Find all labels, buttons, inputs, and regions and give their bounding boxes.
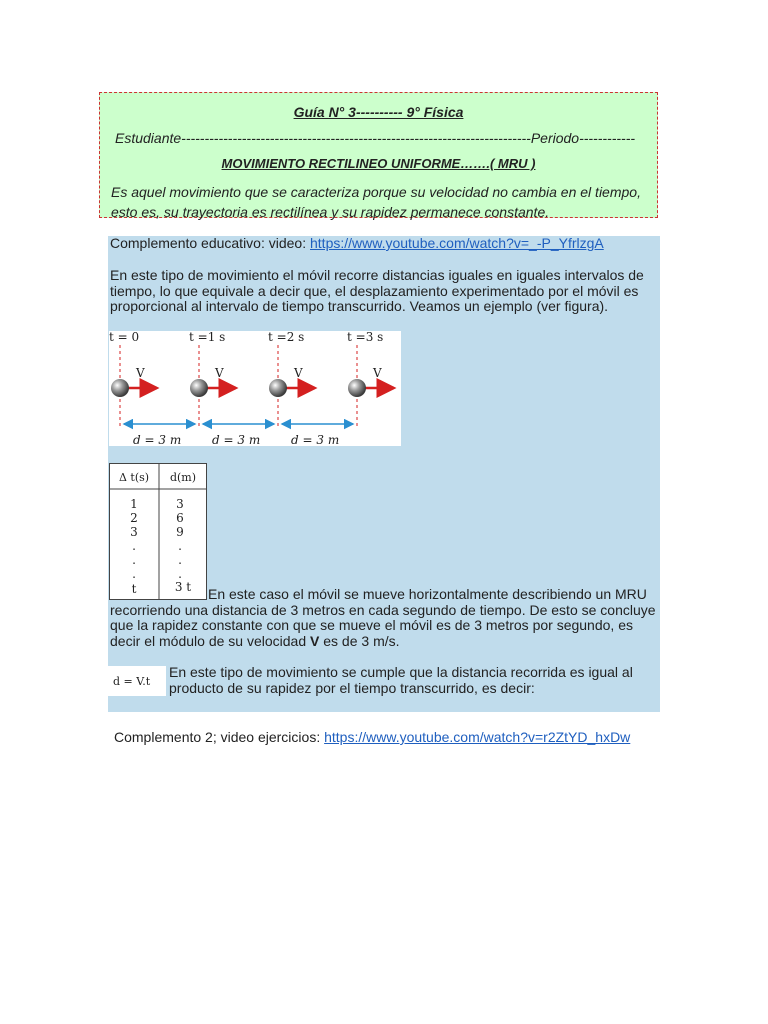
mru-figure-svg xyxy=(109,331,401,446)
table-cell: 3 xyxy=(176,497,184,511)
student-period-line: Estudiante---------------------------------------------------------------------------Periodo------------ xyxy=(115,130,636,146)
content-panel xyxy=(108,236,660,712)
time-distance-table xyxy=(109,463,207,600)
table-cell: . xyxy=(132,539,136,553)
table-cell: . xyxy=(178,553,182,567)
paragraph2-text: En este caso el móvil se mueve horizontalmente describiendo un MRU recorriendo una distancia de 3 metros en cada segundo de tiempo. De esto se concluye que la rapidez constante con que se mueve el móvil es de 3 metros por segundo, es decir el módulo de su velocidad xyxy=(110,586,656,649)
velocity-label-0: V xyxy=(136,366,145,380)
formula-image xyxy=(108,666,166,696)
table-cell: . xyxy=(178,539,182,553)
formula-text: d = V.t xyxy=(113,675,151,688)
table-cell: . xyxy=(132,567,136,581)
ball-2 xyxy=(269,379,287,397)
table-header-distance: d(m) xyxy=(169,471,197,484)
distance-label-2: d = 3 m xyxy=(291,433,340,446)
table-cell: 2 xyxy=(130,511,138,525)
formula-svg xyxy=(108,666,166,696)
table-cell: 3 xyxy=(130,525,138,539)
mru-example-paragraph xyxy=(110,587,656,649)
distance-label-1: d = 3 m xyxy=(212,433,261,446)
topic-heading: MOVIMIENTO RECTILINEO UNIFORME…….( MRU ) xyxy=(221,156,536,171)
velocity-label-1: V xyxy=(215,366,224,380)
mru-definition: Es aquel movimiento que se caracteriza porque su velocidad no cambia en el tiempo, esto es, su trayectoria es rectilínea y su rapidez permanece constante. xyxy=(111,184,641,220)
paragraph2-end: es de 3 m/s. xyxy=(319,632,400,649)
table-cell: t xyxy=(131,582,137,596)
distance-label-0: d = 3 m xyxy=(133,433,182,446)
complement2-line xyxy=(114,729,630,745)
table-cell: 3 t xyxy=(174,580,192,594)
table-cell: 6 xyxy=(176,511,184,525)
complement2-video-link[interactable]: https://www.youtube.com/watch?v=r2ZtYD_hxDw xyxy=(324,729,631,745)
time-label-2: t =2 s xyxy=(268,331,305,344)
complement1-video-link[interactable]: https://www.youtube.com/watch?v=_-P_YfrlzgA xyxy=(310,235,604,251)
ball-0 xyxy=(111,379,129,397)
table-cell: . xyxy=(178,567,182,581)
guide-header xyxy=(99,92,658,218)
table-header-time: Δ t(s) xyxy=(118,471,150,484)
time-label-1: t =1 s xyxy=(189,331,226,344)
table-cell: . xyxy=(132,553,136,567)
ball-3 xyxy=(348,379,366,397)
mru-figure xyxy=(109,331,401,446)
mru-explanation-paragraph: En este tipo de movimiento el móvil recorre distancias iguales en iguales intervalos de tiempo, lo que equivale a decir que, el desplazamiento experimentado por el móvil es proporcional al intervalo de tiempo transcurrido. Veamos un ejemplo (ver figura). xyxy=(110,267,644,315)
complement1-label: Complemento educativo: video: xyxy=(110,235,310,251)
velocity-label-3: V xyxy=(373,366,382,380)
time-label-0: t = 0 xyxy=(109,331,140,344)
velocity-label-2: V xyxy=(294,366,303,380)
ball-1 xyxy=(190,379,208,397)
time-distance-table-svg xyxy=(109,463,207,600)
velocity-symbol: V xyxy=(310,632,320,649)
table-cell: 9 xyxy=(176,525,184,539)
time-label-3: t =3 s xyxy=(347,331,384,344)
distance-formula-paragraph: En este tipo de movimiento se cumple que la distancia recorrida es igual al producto de su rapidez por el tiempo transcurrido, es decir: xyxy=(169,664,633,696)
table-cell: 1 xyxy=(130,497,138,511)
complement1-line xyxy=(110,236,604,252)
guide-title: Guía N° 3---------- 9° Física xyxy=(293,104,464,120)
complement2-label: Complemento 2; video ejercicios: xyxy=(114,729,325,745)
